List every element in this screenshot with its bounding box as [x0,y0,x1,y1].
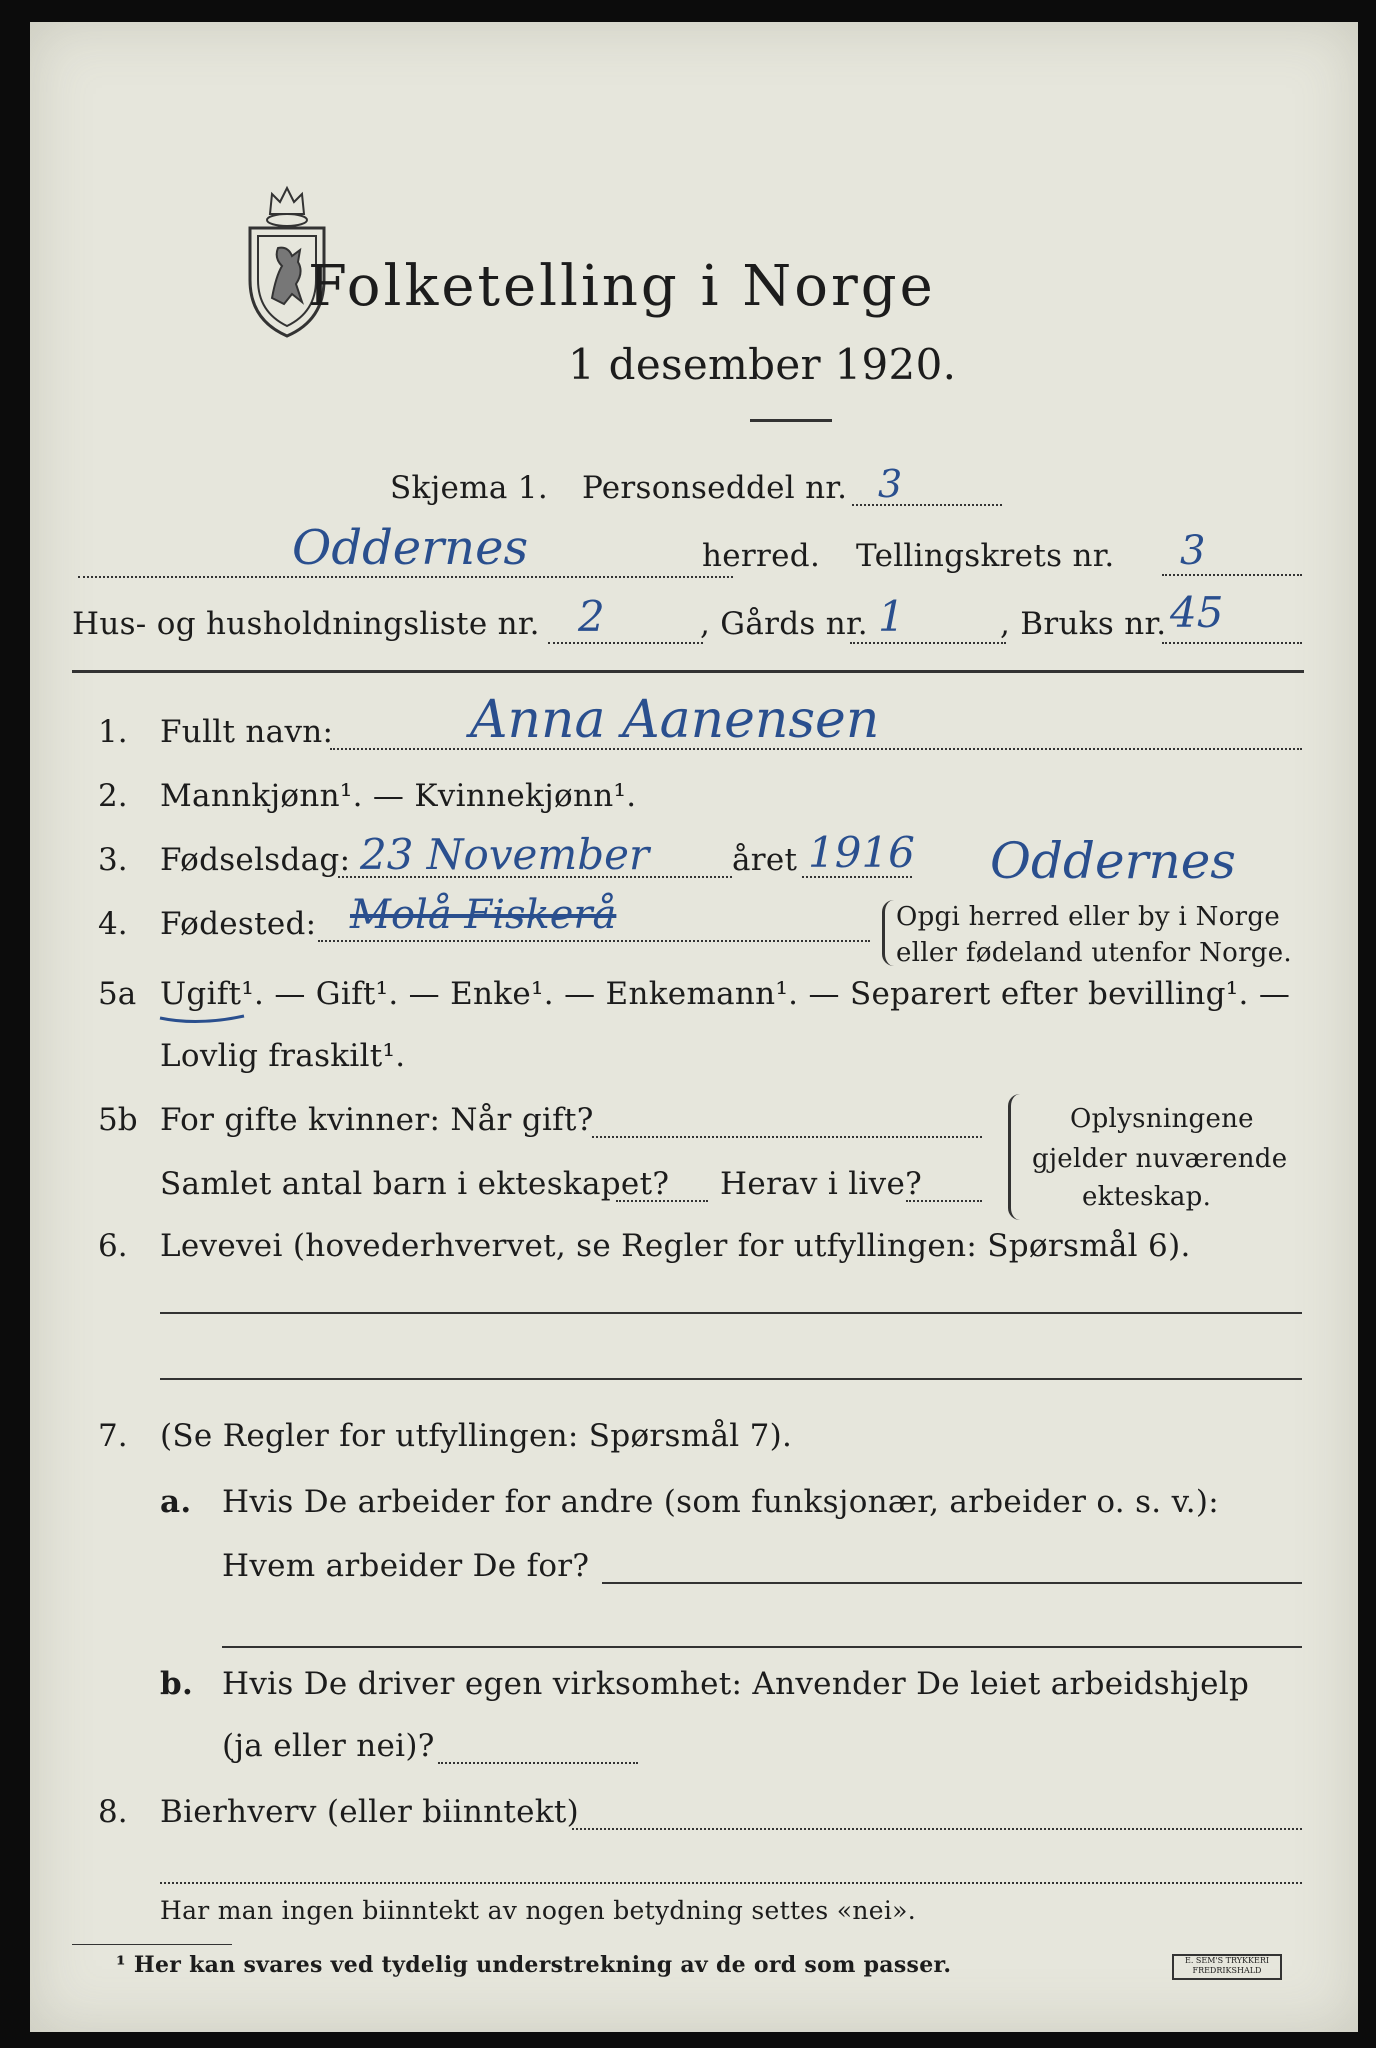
ugift-underline [158,1012,248,1028]
herred-line [78,576,733,578]
q7b-letter: b. [160,1666,194,1702]
q6-label: Levevei (hovederhvervet, se Regler for utfyllingen: Spørsmål 6). [160,1228,1191,1264]
herred-value: Oddernes [292,520,529,576]
husliste-line [548,642,703,644]
printer-stamp: E. SEM'S TRYKKERI FREDRIKSHALD [1172,1954,1282,1980]
q6-answer-line2 [160,1378,1302,1380]
q6-answer-line1 [160,1312,1302,1314]
personseddel-label: Personseddel nr. [582,470,848,506]
q5b-alive-line [906,1200,982,1202]
form-date: 1 desember 1920. [568,340,957,389]
q8-answer-line1 [572,1828,1302,1830]
husliste-label: Hus- og husholdningsliste nr. [72,606,540,642]
footnote-text: ¹ Her kan svares ved tydelig understrekning av de ord som passer. [116,1952,952,1978]
footnote-rule [72,1944,232,1945]
q8-number: 8. [98,1794,128,1830]
form-title: Folketelling i Norge [308,254,936,319]
q5b-line1: For gifte kvinner: Når gift? [160,1102,594,1138]
q7b-answer-line [438,1762,638,1764]
q4-number: 4. [98,906,128,942]
q7-number: 7. [98,1418,128,1454]
q4-label: Fødested: [160,906,317,942]
q7a-letter: a. [160,1484,192,1520]
q3-number: 3. [98,842,128,878]
q4-note-line1: Opgi herred eller by i Norge [896,902,1281,932]
q4-line [318,940,870,942]
q5a-line2: Lovlig fraskilt¹. [160,1038,406,1074]
q8-answer-line2 [160,1882,1302,1884]
q4-birthplace-struck-value: Molå Fiskerå [350,892,617,938]
q7a-line1: Hvis De arbeider for andre (som funksjonær, arbeider o. s. v.): [222,1484,1220,1520]
q7a-answer-line1 [602,1582,1302,1584]
q4-note-line2: eller fødeland utenfor Norge. [896,938,1292,968]
header-separator [72,670,1304,673]
q5b-number: 5b [98,1102,138,1138]
bruks-value: 45 [1170,588,1224,637]
q5b-children-line [616,1200,708,1202]
gards-label: , Gårds nr. [700,606,868,642]
gards-value: 1 [878,592,905,641]
gards-line [850,642,1006,644]
bruks-label: , Bruks nr. [1000,606,1167,642]
q7b-line2: (ja eller nei)? [222,1728,435,1764]
q4-note-brace [882,900,895,966]
herred-label: herred. [702,538,821,574]
tellingskrets-label: Tellingskrets nr. [856,538,1115,574]
q7a-answer-line2 [222,1646,1302,1648]
q5a-number: 5a [98,976,137,1012]
q1-label: Fullt navn: [160,714,334,750]
q2-label: Mannkjønn¹. — Kvinnekjønn¹. [160,778,637,814]
q5b-note-line1: Oplysningene [1070,1104,1254,1134]
bruks-line [1162,642,1302,644]
q4-birthplace-value: Oddernes [990,832,1236,890]
q7-label: (Se Regler for utfyllingen: Spørsmål 7). [160,1418,793,1454]
q5a-line1: Ugift¹. — Gift¹. — Enke¹. — Enkemann¹. — Separert efter bevilling¹. — [160,976,1291,1012]
q1-number: 1. [98,714,128,750]
q3-year-value: 1916 [808,828,915,877]
q5b-children-label: Samlet antal barn i ekteskapet? [160,1166,670,1202]
q3-label: Fødselsdag: [160,842,351,878]
personseddel-line [852,504,1002,506]
q8-note: Har man ingen biinntekt av nogen betydning settes «nei». [160,1896,916,1925]
personseddel-value: 3 [878,462,903,506]
q6-number: 6. [98,1228,128,1264]
q7b-line1: Hvis De driver egen virksomhet: Anvender De leiet arbeidshjelp [222,1666,1250,1702]
tellingskrets-value: 3 [1180,528,1206,574]
title-divider [750,419,832,422]
husliste-value: 2 [578,592,605,641]
census-form-page [30,22,1358,2032]
tellingskrets-line [1162,574,1302,576]
q5b-note-brace [1008,1094,1023,1220]
q8-label: Bierhverv (eller biinntekt) [160,1794,580,1830]
q7a-line2: Hvem arbeider De for? [222,1548,590,1584]
q5b-note-line2: gjelder nuværende [1032,1144,1288,1174]
q3-birthday-value: 23 November [360,830,650,879]
q1-full-name-value: Anna Aanensen [470,690,880,750]
q5b-married-line [592,1136,982,1138]
q2-number: 2. [98,778,128,814]
q3-aaret-label: året [732,842,798,878]
q5b-alive-label: Herav i live? [720,1166,923,1202]
q5b-note-line3: ekteskap. [1082,1182,1212,1212]
skjema-label: Skjema 1. [390,470,548,506]
